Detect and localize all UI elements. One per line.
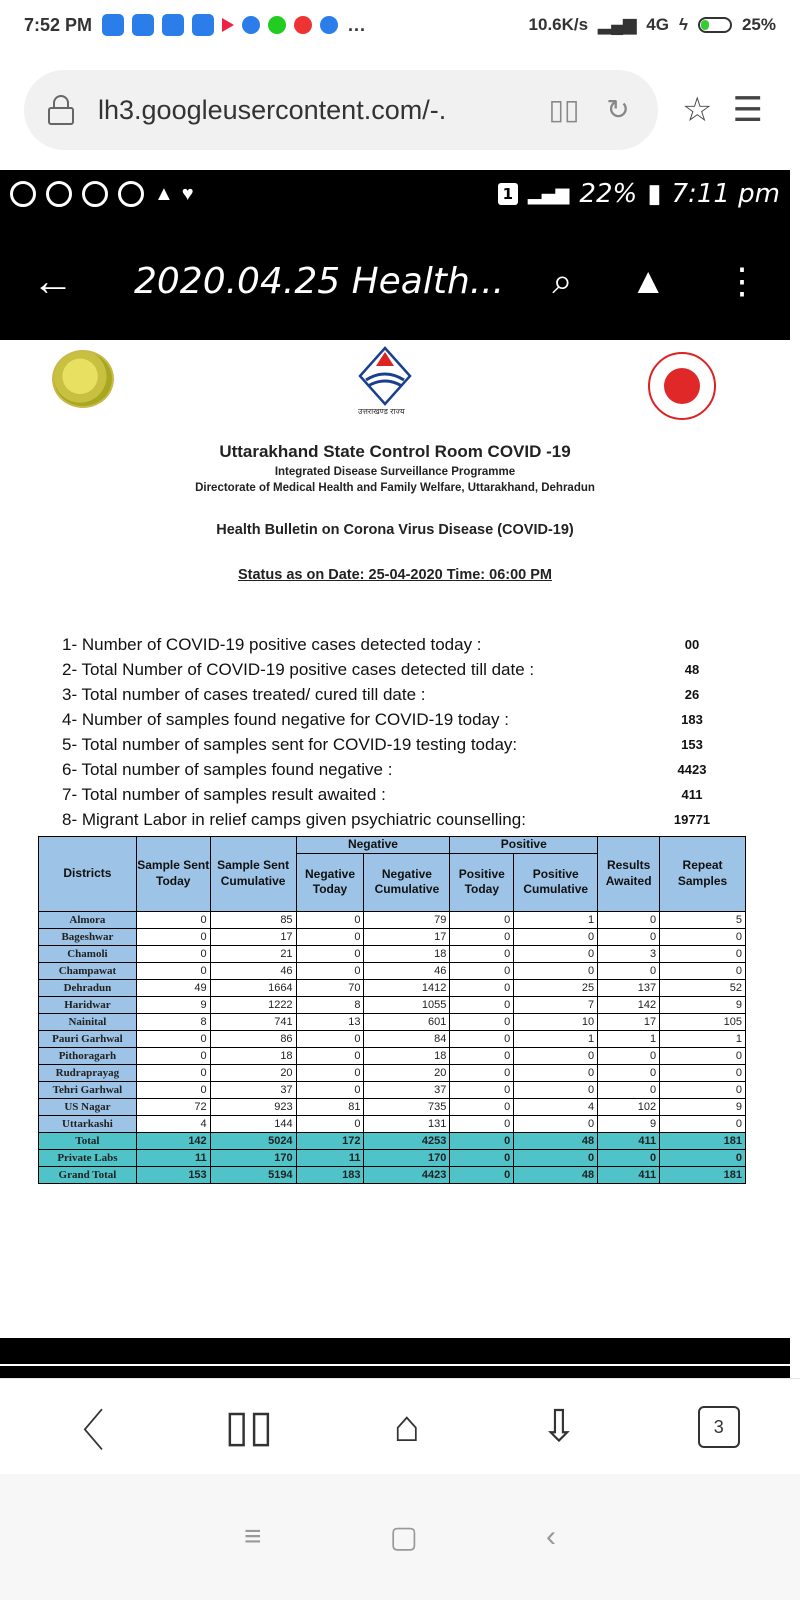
table-cell: 923: [210, 1098, 296, 1115]
table-cell: 52: [660, 979, 746, 996]
nhm-logo: [648, 352, 716, 420]
stat-label: 3- Total number of cases treated/ cured till date :: [62, 684, 426, 704]
stat-value: 183: [681, 712, 703, 727]
sim-badge: 1: [498, 183, 518, 205]
stat-row: [62, 782, 742, 807]
header-districts: Districts: [39, 837, 137, 912]
table-cell: 17: [364, 928, 450, 945]
stat-label: 4- Number of samples found negative for COVID-19 today :: [62, 709, 509, 729]
table-cell: 8: [136, 1013, 210, 1030]
table-cell: 0: [296, 1115, 364, 1132]
download-icon[interactable]: ⇩: [540, 1402, 578, 1451]
table-cell: 0: [296, 1030, 364, 1047]
table-cell: 49: [136, 979, 210, 996]
table-cell: 18: [364, 1047, 450, 1064]
table-row: [39, 1013, 746, 1030]
table-cell: 20: [210, 1064, 296, 1081]
table-cell: 0: [660, 1149, 746, 1166]
table-cell: 0: [450, 1115, 514, 1132]
table-cell: 0: [136, 1047, 210, 1064]
table-cell: 0: [514, 1064, 598, 1081]
table-cell: 0: [296, 962, 364, 979]
stat-label: 2- Total Number of COVID-19 positive cases detected till date :: [62, 659, 535, 679]
table-cell: 0: [136, 1064, 210, 1081]
table-cell: 1: [660, 1030, 746, 1047]
app-bar: [0, 218, 790, 344]
table-cell: 0: [296, 1047, 364, 1064]
stat-label: 8- Migrant Labor in relief camps given psychiatric counselling:: [62, 809, 526, 829]
system-back-icon[interactable]: ‹: [545, 1520, 556, 1553]
district-name: US Nagar: [39, 1098, 137, 1115]
table-row: [39, 996, 746, 1013]
table-row: [39, 1030, 746, 1047]
table-cell: 0: [660, 1047, 746, 1064]
stat-value: 19771: [673, 812, 711, 827]
emblem-caption: उत्तराखण्ड राज्य: [358, 407, 405, 416]
stat-row: [62, 807, 742, 832]
table-cell: 411: [598, 1132, 660, 1149]
district-name: Grand Total: [39, 1166, 137, 1183]
program-name: Integrated Disease Surveillance Programme: [274, 466, 516, 478]
whatsapp-icon: [10, 181, 36, 207]
table-cell: 37: [364, 1081, 450, 1098]
header-negative-cumulative: Negative Cumulative: [364, 853, 450, 911]
uttarakhand-emblem: [354, 346, 416, 412]
table-cell: 86: [210, 1030, 296, 1047]
stat-row: [62, 757, 742, 782]
url-text[interactable]: lh3.googleusercontent.com/-.: [98, 94, 447, 125]
table-cell: 9: [136, 996, 210, 1013]
inner-status-bar: [0, 170, 790, 218]
table-cell: 17: [210, 928, 296, 945]
table-cell: 0: [514, 928, 598, 945]
table-cell: 4: [514, 1098, 598, 1115]
table-cell: 0: [660, 945, 746, 962]
stat-label: 6- Total number of samples found negative :: [62, 759, 393, 779]
table-cell: 0: [450, 928, 514, 945]
table-row: [39, 979, 746, 996]
stat-row: [62, 682, 742, 707]
table-cell: 0: [450, 962, 514, 979]
table-cell: 48: [514, 1166, 598, 1183]
district-name: Haridwar: [39, 996, 137, 1013]
header-sample-sent-cumulative: Sample Sent Cumulative: [210, 837, 296, 912]
table-cell: 0: [514, 1149, 598, 1166]
header-sample-sent-today: Sample Sent Today: [136, 837, 210, 912]
table-cell: 9: [660, 1098, 746, 1115]
chrome-icon: [82, 181, 108, 207]
table-cell: 183: [296, 1166, 364, 1183]
table-cell: 0: [450, 1013, 514, 1030]
inner-time: 7:11 pm: [671, 179, 780, 209]
table-cell: 142: [598, 996, 660, 1013]
network-speed: 10.6K/s: [528, 15, 589, 34]
battery-level: 25%: [741, 15, 776, 34]
bookmarks-icon[interactable]: ▯▯: [224, 1402, 274, 1451]
table-cell: 131: [364, 1115, 450, 1132]
back-icon[interactable]: 〈: [60, 1406, 105, 1456]
table-row: [39, 945, 746, 962]
stat-value: 26: [684, 687, 700, 702]
facebook-icon: [242, 16, 260, 34]
table-cell: 5024: [210, 1132, 296, 1149]
stat-value: 48: [684, 662, 700, 677]
table-cell: 0: [660, 962, 746, 979]
status-bar: [0, 0, 800, 50]
chrome-icon: [118, 181, 144, 207]
table-cell: 0: [450, 1047, 514, 1064]
heart-icon: ♥: [181, 182, 194, 205]
table-cell: 0: [296, 1081, 364, 1098]
document-bottom-bar: [0, 1338, 790, 1364]
table-cell: 411: [598, 1166, 660, 1183]
table-cell: 46: [210, 962, 296, 979]
district-name: Private Labs: [39, 1149, 137, 1166]
table-cell: 4: [136, 1115, 210, 1132]
status-time: 7:52 PM: [24, 14, 93, 35]
district-name: Uttarkashi: [39, 1115, 137, 1132]
table-cell: 0: [450, 979, 514, 996]
table-cell: 0: [598, 1081, 660, 1098]
table-cell: 0: [598, 962, 660, 979]
table-cell: 0: [660, 1064, 746, 1081]
google-icon: [294, 16, 312, 34]
table-cell: 10: [514, 1013, 598, 1030]
table-cell: 0: [514, 962, 598, 979]
table-cell: 0: [136, 962, 210, 979]
stat-row: [62, 657, 742, 682]
table-cell: 5194: [210, 1166, 296, 1183]
table-cell: 170: [364, 1149, 450, 1166]
table-cell: 0: [450, 996, 514, 1013]
district-name: Bageshwar: [39, 928, 137, 945]
table-cell: 0: [598, 1047, 660, 1064]
more-vert-icon[interactable]: ⋮: [724, 259, 760, 301]
table-cell: 0: [136, 1081, 210, 1098]
table-cell: 5: [660, 911, 746, 928]
table-cell: 181: [660, 1132, 746, 1149]
messenger-icon: [320, 16, 338, 34]
home-button-icon[interactable]: ▢: [389, 1520, 418, 1554]
table-cell: 0: [450, 1149, 514, 1166]
table-cell: 13: [296, 1013, 364, 1030]
network-type: 4G: [646, 15, 669, 34]
table-cell: 0: [450, 911, 514, 928]
table-row: [39, 1098, 746, 1115]
drive-icon: ▲: [154, 182, 174, 205]
table-cell: 46: [364, 962, 450, 979]
table-cell: 0: [598, 928, 660, 945]
table-cell: 3: [598, 945, 660, 962]
document-title: 2020.04.25 Health...: [134, 260, 505, 302]
table-cell: 601: [364, 1013, 450, 1030]
table-cell: 20: [364, 1064, 450, 1081]
twitter-icon: [162, 14, 184, 36]
chrome-icon: [46, 181, 72, 207]
table-cell: 0: [296, 928, 364, 945]
bulletin-page: [0, 340, 790, 1366]
table-cell: 0: [450, 1030, 514, 1047]
table-cell: 172: [296, 1132, 364, 1149]
signal-icon: ▂▄▆: [527, 183, 570, 205]
table-cell: 11: [296, 1149, 364, 1166]
table-row: [39, 1064, 746, 1081]
inner-battery-level: 22%: [579, 179, 638, 209]
header-positive-cumulative: Positive Cumulative: [514, 853, 598, 911]
table-cell: 0: [660, 928, 746, 945]
stat-label: 7- Total number of samples result awaited :: [62, 784, 386, 804]
play-icon: [222, 18, 234, 32]
stat-row: [62, 632, 742, 657]
district-name: Champawat: [39, 962, 137, 979]
table-cell: 153: [136, 1166, 210, 1183]
drive-add-icon[interactable]: ▲: [630, 259, 666, 301]
whatsapp-icon: [268, 16, 286, 34]
table-cell: 1412: [364, 979, 450, 996]
search-icon[interactable]: ⌕: [552, 259, 573, 301]
home-icon[interactable]: ⌂: [393, 1401, 421, 1451]
table-cell: 9: [598, 1115, 660, 1132]
table-cell: 1: [598, 1030, 660, 1047]
table-cell: 9: [660, 996, 746, 1013]
table-cell: 735: [364, 1098, 450, 1115]
stat-value: 4423: [677, 762, 707, 777]
system-nav-bar: [0, 1474, 800, 1600]
table-cell: 18: [364, 945, 450, 962]
district-name: Nainital: [39, 1013, 137, 1030]
table-cell: 7: [514, 996, 598, 1013]
table-cell: 1: [514, 1030, 598, 1047]
table-cell: 0: [514, 1115, 598, 1132]
bulletin-title: Health Bulletin on Corona Virus Disease (COVID-19): [216, 522, 574, 538]
table-cell: 8: [296, 996, 364, 1013]
table-cell: 81: [296, 1098, 364, 1115]
table-cell: 21: [210, 945, 296, 962]
table-cell: 142: [136, 1132, 210, 1149]
table-cell: 0: [514, 1081, 598, 1098]
table-cell: 4423: [364, 1166, 450, 1183]
table-cell: 11: [136, 1149, 210, 1166]
table-row: [39, 911, 746, 928]
district-name: Almora: [39, 911, 137, 928]
table-cell: 1055: [364, 996, 450, 1013]
table-cell: 0: [136, 945, 210, 962]
stat-label: 1- Number of COVID-19 positive cases detected today :: [62, 634, 482, 654]
table-cell: 1: [514, 911, 598, 928]
table-cell: 17: [598, 1013, 660, 1030]
twitter-icon: [102, 14, 124, 36]
header-positive-group: Positive: [450, 837, 598, 854]
table-row: [39, 962, 746, 979]
district-name: Rudraprayag: [39, 1064, 137, 1081]
table-cell: 102: [598, 1098, 660, 1115]
table-cell: 48: [514, 1132, 598, 1149]
table-cell: 72: [136, 1098, 210, 1115]
back-arrow-icon[interactable]: ←: [32, 257, 74, 304]
signal-icon: ▂▄▆: [598, 15, 637, 34]
district-name: Pauri Garhwal: [39, 1030, 137, 1047]
total-row: [39, 1149, 746, 1166]
page-title: Uttarakhand State Control Room COVID -19: [219, 442, 571, 461]
lock-icon: [48, 95, 74, 125]
table-cell: 0: [450, 1098, 514, 1115]
more-notifications-icon: ...: [348, 14, 367, 35]
table-row: [39, 1047, 746, 1064]
address-bar[interactable]: [24, 70, 658, 150]
tabs-button[interactable]: 3: [698, 1406, 740, 1448]
table-cell: 79: [364, 911, 450, 928]
table-cell: 18: [210, 1047, 296, 1064]
recent-apps-icon[interactable]: ≡: [244, 1520, 262, 1553]
header-negative-today: Negative Today: [296, 853, 364, 911]
table-cell: 0: [598, 1149, 660, 1166]
stat-row: [62, 707, 742, 732]
browser-toolbar: [0, 1378, 800, 1474]
table-cell: 0: [450, 1081, 514, 1098]
header-results-awaited: Results Awaited: [598, 837, 660, 912]
district-name: Pithoragarh: [39, 1047, 137, 1064]
reload-icon[interactable]: ↻: [606, 94, 630, 125]
table-cell: 84: [364, 1030, 450, 1047]
stat-label: 5- Total number of samples sent for COVID-19 testing today:: [62, 734, 518, 754]
district-table: [38, 836, 746, 1184]
reader-mode-icon[interactable]: ▯▯: [548, 94, 580, 125]
district-name: Tehri Garhwal: [39, 1081, 137, 1098]
table-row: [39, 1081, 746, 1098]
stat-value: 411: [681, 787, 703, 802]
table-cell: 0: [514, 1047, 598, 1064]
table-cell: 0: [598, 911, 660, 928]
twitter-icon: [132, 14, 154, 36]
status-date-line: Status as on Date: 25-04-2020 Time: 06:00 PM: [237, 567, 553, 583]
header-positive-today: Positive Today: [450, 853, 514, 911]
table-cell: 85: [210, 911, 296, 928]
bookmark-star-icon[interactable]: ☆: [682, 91, 713, 129]
table-cell: 4253: [364, 1132, 450, 1149]
stat-row: [62, 732, 742, 757]
summary-stats: [62, 632, 742, 832]
table-cell: 170: [210, 1149, 296, 1166]
district-name: Dehradun: [39, 979, 137, 996]
battery-icon: [698, 17, 732, 33]
total-row: [39, 1166, 746, 1183]
table-cell: 0: [660, 1115, 746, 1132]
table-cell: 37: [210, 1081, 296, 1098]
table-cell: 0: [296, 911, 364, 928]
directorate-name: Directorate of Medical Health and Family Welfare, Uttarakhand, Dehradun: [195, 482, 595, 494]
table-cell: 0: [296, 945, 364, 962]
table-cell: 144: [210, 1115, 296, 1132]
table-cell: 0: [450, 945, 514, 962]
district-name: Total: [39, 1132, 137, 1149]
table-cell: 137: [598, 979, 660, 996]
table-cell: 0: [296, 1064, 364, 1081]
header-repeat-samples: Repeat Samples: [660, 837, 746, 912]
district-name: Chamoli: [39, 945, 137, 962]
stat-value: 00: [684, 637, 700, 652]
table-cell: 105: [660, 1013, 746, 1030]
table-cell: 0: [514, 945, 598, 962]
table-row: [39, 1115, 746, 1132]
table-cell: 70: [296, 979, 364, 996]
header-negative-group: Negative: [296, 837, 450, 854]
table-cell: 0: [136, 928, 210, 945]
app-notification-icon: [192, 14, 214, 36]
idsp-logo: [52, 350, 114, 408]
table-cell: 0: [136, 1030, 210, 1047]
stat-value: 153: [681, 737, 703, 752]
battery-icon: ▮: [647, 179, 662, 209]
table-cell: 0: [450, 1064, 514, 1081]
total-row: [39, 1132, 746, 1149]
table-cell: 741: [210, 1013, 296, 1030]
table-cell: 1222: [210, 996, 296, 1013]
table-row: [39, 928, 746, 945]
charging-icon: ϟ: [678, 15, 688, 34]
table-cell: 181: [660, 1166, 746, 1183]
table-cell: 0: [660, 1081, 746, 1098]
table-cell: 0: [450, 1166, 514, 1183]
table-cell: 0: [598, 1064, 660, 1081]
menu-list-icon[interactable]: ☰: [732, 91, 763, 129]
table-cell: 0: [450, 1132, 514, 1149]
table-cell: 1664: [210, 979, 296, 996]
table-cell: 25: [514, 979, 598, 996]
table-cell: 0: [136, 911, 210, 928]
